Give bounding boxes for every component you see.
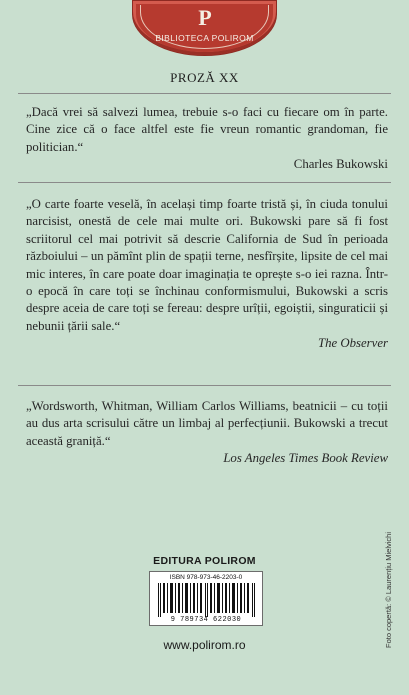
polirom-logo-icon: P [198, 5, 212, 30]
quote-attribution: Los Angeles Times Book Review [223, 451, 388, 466]
quote-text: „Wordsworth, Whitman, William Carlos Williams, beatnicii – cu toții au dus arta scrisului către un limbaj al perfecțiunii. Bukowski a trecut această graniță.“ [26, 399, 388, 448]
isbn-label: ISBN 978-973-46-2203-0 [169, 574, 243, 581]
series-badge [132, 0, 277, 56]
barcode-icon [156, 583, 258, 617]
series-name: BIBLIOTECA POLIROM [155, 33, 254, 43]
photo-credit: Foto copertă: © Laurențiu Mielvichi [384, 532, 393, 648]
divider [18, 182, 391, 183]
quote-attribution: The Observer [317, 336, 388, 351]
quote-attribution: Charles Bukowski [293, 157, 388, 172]
quote-3 [26, 398, 388, 468]
barcode-digits: 9 789734 622030 [170, 616, 242, 624]
collection-title: PROZĂ XX [170, 70, 239, 85]
publisher-name: EDITURA POLIROM [153, 555, 256, 567]
quote-2 [26, 196, 388, 353]
quote-text: „O carte foarte veselă, în același timp foarte tristă și, în ciuda tonului narcisist, onestă de cele mai multe ori. Bukowski pare să fi fost scriitorul cel mai potrivit să descrie California de Sud în perioada războiului – un pămînt plin de spații terne, nesfîrșite, lipsite de cel mai mic interes, în care poate doar imaginația te oprește s-o iei razna. Într-o epocă în care toți se închinau conformismului, Bukowski a scris despre aceia de care toți se fereau: despre urîții, egoiștii, singuraticii și nebunii țării sale.“ [26, 197, 388, 333]
quote-text: „Dacă vrei să salvezi lumea, trebuie s-o faci cu fiecare om în parte. Cine zice că o face altfel este fie vreun romantic grandoman, fie politician.“ [26, 105, 388, 154]
quote-1 [26, 104, 388, 174]
isbn-barcode [149, 571, 263, 626]
publisher-website[interactable]: www.polirom.ro [163, 638, 246, 652]
divider [18, 93, 391, 94]
divider [18, 385, 391, 386]
